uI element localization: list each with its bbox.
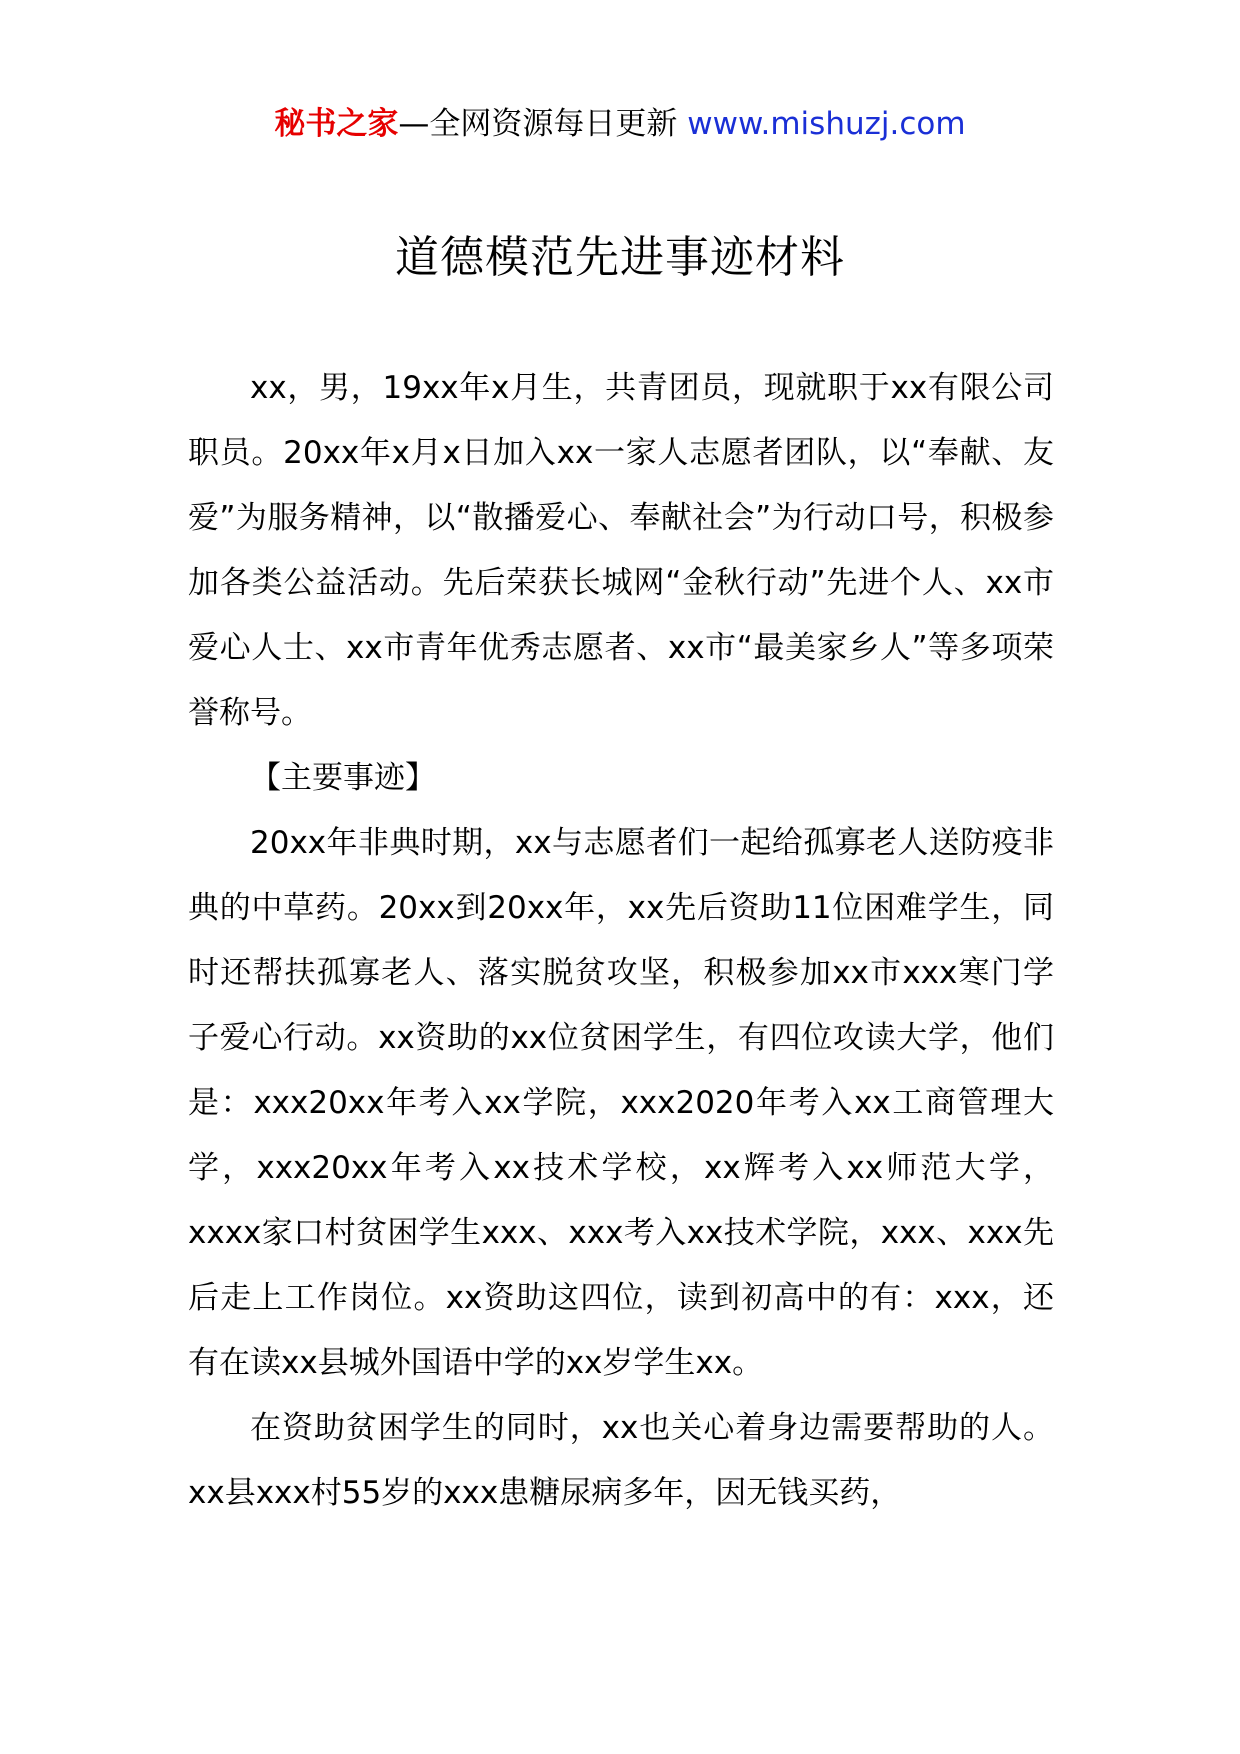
- deeds-paragraph: 20xx年非典时期，xx与志愿者们一起给孤寡老人送防疫非典的中草药。20xx到20xx年，xx先后资助11位困难学生，同时还帮扶孤寡老人、落实脱贫攻坚，积极参加xx市xxx寒门学子爱心行动。xx资助的xx位贫困学生，有四位攻读大学，他们是：xxx20xx年考入xx学院，xxx2020年考入xx工商管理大学，xxx20xx年考入xx技术学校，xx辉考入xx师范大学，xxxx家口村贫困学生xxx、xxx考入xx技术学院，xxx、xxx先后走上工作岗位。xx资助这四位，读到初高中的有：xxx，还有在读xx县城外国语中学的xx岁学生xx。: [188, 825, 1054, 1381]
- section-heading: 【主要事迹】: [250, 760, 436, 796]
- site-url-link[interactable]: www.mishuzj.com: [687, 106, 966, 142]
- intro-paragraph: xx，男，19xx年x月生，共青团员，现就职于xx有限公司职员。20xx年x月x日加入xx一家人志愿者团队，以“奉献、友爱”为服务精神，以“散播爱心、奉献社会”为行动口号，积极参加各类公益活动。先后荣获长城网“金秋行动”先进个人、xx市爱心人士、xx市青年优秀志愿者、xx市“最美家乡人”等多项荣誉称号。: [188, 370, 1054, 731]
- header-slogan: —全网资源每日更新: [398, 106, 688, 142]
- brand-name: 秘书之家: [274, 106, 399, 142]
- document-body: [188, 356, 1054, 1526]
- help-paragraph: 在资助贫困学生的同时，xx也关心着身边需要帮助的人。xx县xxx村55岁的xxx患糖尿病多年，因无钱买药，: [188, 1410, 1054, 1511]
- document-title: 道德模范先进事迹材料: [395, 232, 845, 283]
- site-header: [0, 100, 1240, 148]
